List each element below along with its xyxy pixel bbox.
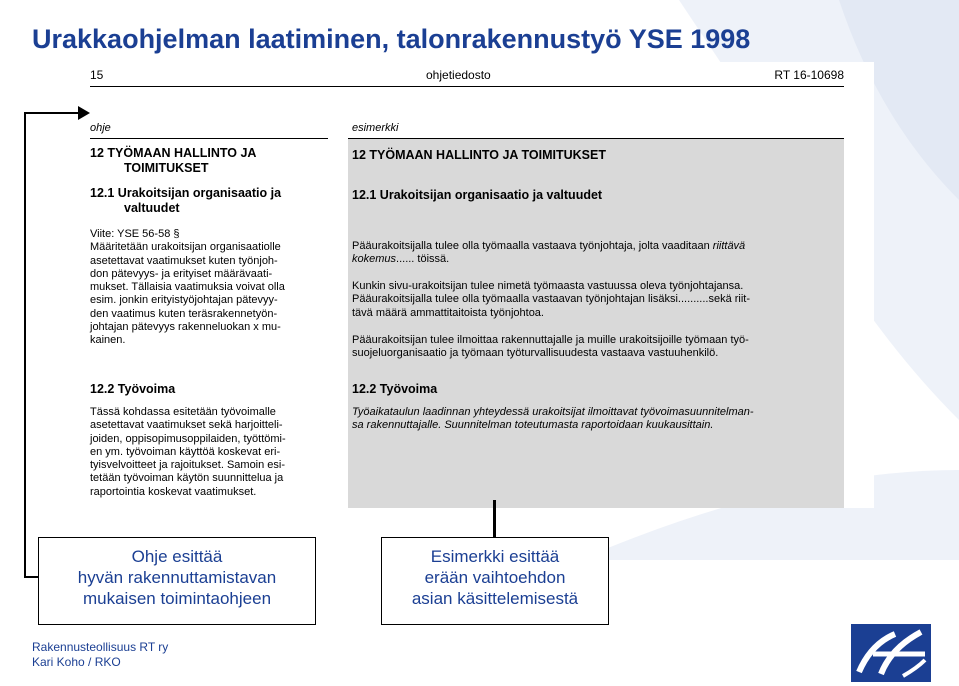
right-connector-vertical [493, 500, 496, 538]
footer [32, 640, 168, 670]
footer-author: Kari Koho / RKO [32, 655, 121, 669]
right-paragraph-4: Työaikataulun laadinnan yhteydessä urakoitsijat ilmoittavat työvoimasuunnitelman- sa rakennuttajalle. Suunnitelman toteutumasta raportoidaan kuukausittain. [352, 406, 754, 432]
left-connector-top [24, 112, 82, 114]
rt-logo-icon [851, 624, 931, 682]
left-heading-12: 12 TYÖMAAN HALLINTO JA TOIMITUKSET [90, 146, 257, 175]
header-rule [90, 86, 844, 87]
right-column-label: esimerkki [352, 122, 399, 134]
slide-title: Urakkaohjelman laatiminen, talonrakennustyö YSE 1998 [32, 24, 751, 54]
left-heading-12-2: 12.2 Työvoima [90, 382, 176, 396]
left-heading-12-1: 12.1 Urakoitsijan organisaatio ja valtuudet [90, 186, 282, 215]
ohje-callout-box: Ohje esittää hyvän rakennuttamistavan mukaisen toimintaohjeen [38, 537, 316, 625]
right-paragraph-2: Kunkin sivu-urakoitsijan tulee nimetä työmaasta vastuussa oleva työnjohtajansa. Pääurakoitsijalla tulee olla työmaalla vastaavan työnjohtajan lisäksi..........sekä riit- tävä määrä ammattitaitoista työnjohtoa. [352, 280, 751, 319]
right-paragraph-1: Pääurakoitsijalla tulee olla työmaalla vastaava työnjohtaja, jolta vaaditaan riittävä kokemus...... töissä. [352, 240, 746, 266]
right-heading-12-2: 12.2 Työvoima [352, 382, 438, 396]
footer-organization: Rakennusteollisuus RT ry [32, 640, 169, 654]
left-text-12-1: Viite: YSE 56-58 § Määritetään urakoitsijan organisaatiolle asetettavat vaatimukset kuten työnjoh- don pätevyys- ja erityiset määrävaati- mukset. Tällaisia vaatimuksia voivat olla esim. jonkin erityistyöjohtajan pätevyy- den vaatimus kuten teräsrakennetyön- johtajan pätevyys rakenneluokan x mu- kainen. [90, 228, 285, 347]
esimerkki-callout-box: Esimerkki esittää erään vaihtoehdon asian käsittelemisestä [381, 537, 609, 625]
left-text-12-2: Tässä kohdassa esitetään työvoimalle asetettavat vaatimukset sekä harjoitteli- joiden, oppisopimusoppilaiden, työttömi- en ym. työvoiman käyttöä koskevat eri- tyisvelvoitteet ja rajoitukset. Samoin esi- tetään työvoiman käytön suunnittelua ja raportointia koskevat vaatimukset. [90, 406, 286, 498]
document-excerpt [60, 62, 874, 508]
left-arrow-icon [78, 106, 90, 120]
doc-code: RT 16-10698 [774, 68, 844, 82]
right-heading-12-1: 12.1 Urakoitsijan organisaatio ja valtuudet [352, 188, 603, 202]
left-column-rule [90, 138, 328, 139]
doc-type: ohjetiedosto [426, 68, 491, 82]
right-heading-12: 12 TYÖMAAN HALLINTO JA TOIMITUKSET [352, 148, 606, 162]
left-column-label: ohje [90, 122, 111, 134]
page-number: 15 [90, 68, 104, 82]
left-connector-vertical [24, 112, 26, 578]
right-paragraph-3: Pääurakoitsijan tulee ilmoittaa rakennuttajalle ja muille urakoitsijoille työmaan työ- suojeluorganisaatio ja työmaan työturvallisuudesta vastaava vastuuhenkilö. [352, 334, 749, 360]
